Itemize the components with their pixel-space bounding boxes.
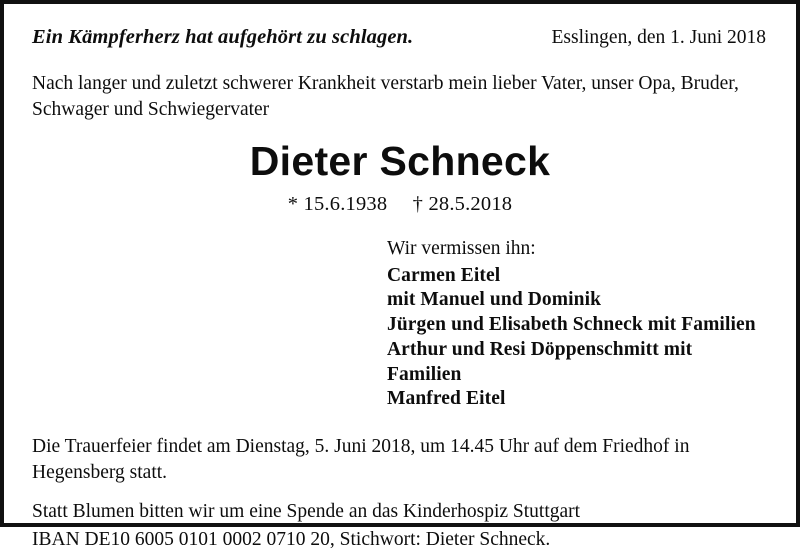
name-block (32, 140, 768, 215)
donation-block (32, 499, 768, 552)
birth-star-icon: * (287, 192, 299, 215)
mourner-line: Carmen Eitel (387, 264, 501, 286)
death-date: 28.5.2018 (428, 192, 513, 215)
motto-text: Ein Kämpferherz hat aufgehört zu schlagen. (32, 26, 414, 48)
header-row (32, 26, 768, 49)
mourner-line: Manfred Eitel (387, 388, 506, 410)
life-dates (32, 193, 768, 216)
mourner-line: Jürgen und Elisabeth Schneck mit Familien (387, 314, 756, 336)
place-and-date: Esslingen, den 1. Juni 2018 (551, 27, 766, 48)
birth-date: 15.6.1938 (303, 192, 388, 215)
mourner-line: mit Manuel und Dominik (387, 289, 602, 311)
mourners-block (32, 238, 768, 413)
ceremony-text: Die Trauerfeier findet am Dienstag, 5. Juni 2018, um 14.45 Uhr auf dem Friedhof in Hegensberg statt. (32, 436, 690, 483)
deceased-name: Dieter Schneck (249, 138, 551, 185)
mourner-line: Arthur und Resi Döppenschmitt mit Familien (387, 338, 693, 385)
intro-text: Nach langer und zuletzt schwerer Krankheit verstarb mein lieber Vater, unser Opa, Bruder, Schwager und Schwiegervater (32, 73, 739, 120)
mourners-intro: Wir vermissen ihn: (387, 237, 536, 259)
donation-iban: IBAN DE10 6005 0101 0002 0710 20, Stichwort: Dieter Schneck. (32, 529, 551, 551)
death-cross-icon: † (412, 192, 424, 215)
donation-request: Statt Blumen bitten wir um eine Spende an das Kinderhospiz Stuttgart (32, 501, 581, 523)
